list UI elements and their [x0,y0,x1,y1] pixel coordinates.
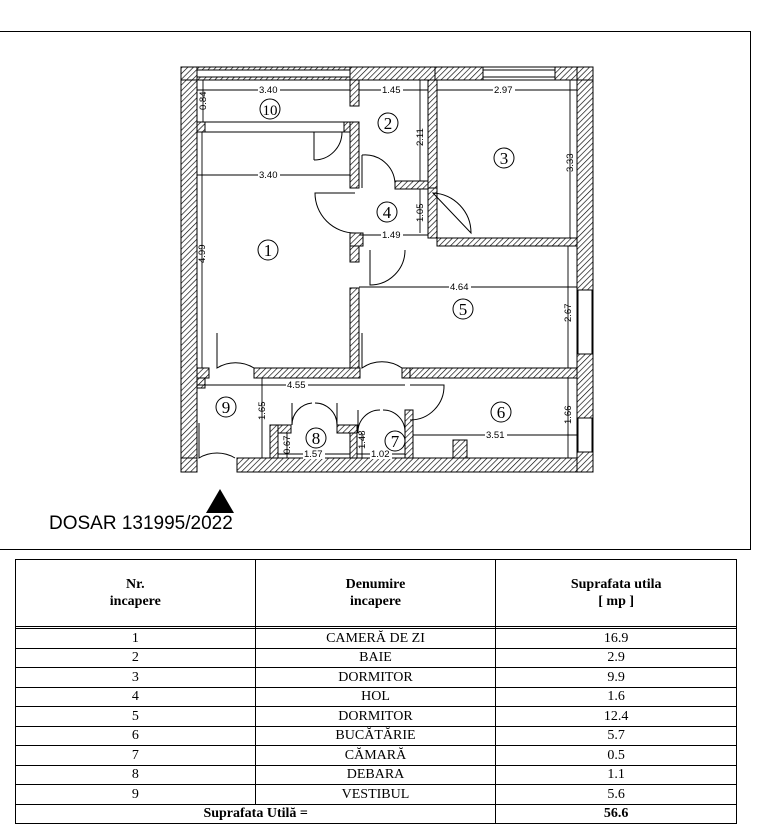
dim-label: 2.97 [494,85,513,96]
table-row: 7 CĂMARĂ 0.5 [16,746,737,766]
total-label: Suprafata Utilă = [16,804,496,824]
dim-label: 4.64 [450,282,469,293]
dim-label: 3.33 [565,153,576,172]
dim-label: 2.67 [563,303,574,322]
dim-label: 1.65 [257,401,268,420]
dim-label: 0.67 [282,435,293,454]
table-row: 3 DORMITOR 9.9 [16,668,737,688]
table-header-row [16,560,737,627]
dim-label: 1.45 [382,85,401,96]
dim-label: 2.11 [415,128,426,146]
dim-label: 1.57 [304,449,323,460]
table-row: 2 BAIE 2.9 [16,648,737,668]
room-number: 6 [496,403,506,422]
dim-label: 1.02 [371,449,390,460]
dim-label: 3.51 [486,430,505,441]
room-numbers [216,99,514,451]
dim-label: 0.84 [198,91,209,110]
room-number: 3 [499,149,509,168]
dosar-label: DOSAR 131995/2022 [49,513,233,534]
dimension-labels [197,85,576,460]
dim-label: 4.99 [197,244,208,263]
room-number: 10 [262,103,278,119]
room-number: 1 [263,241,273,260]
dim-label: 3.40 [259,170,278,181]
dim-label: 1.05 [415,203,426,222]
room-number: 2 [383,114,393,133]
interior-walls [197,80,577,458]
dim-label: 3.40 [259,85,278,96]
table-row: 5 DORMITOR 12.4 [16,707,737,727]
room-number: 9 [221,398,231,417]
table-row: 6 BUCĂTĂRIE 5.7 [16,726,737,746]
table-row: 9 VESTIBUL 5.6 [16,785,737,805]
dimension-lines [197,80,577,458]
entrance-arrow-icon [206,489,234,513]
header-name: Denumire incapere [255,560,496,627]
dim-label: 1.49 [382,230,401,241]
room-number: 8 [311,429,321,448]
table-row: 1 CAMERĂ DE ZI 16.9 [16,629,737,649]
dim-label: 1.48 [357,430,368,449]
total-value: 56.6 [496,804,737,824]
table-row: 8 DEBARA 1.1 [16,765,737,785]
areas-table [15,559,737,824]
total-row [16,804,737,824]
header-area: Suprafata utila [ mp ] [496,560,737,627]
dim-label: 4.55 [287,380,306,391]
room-number: 5 [458,300,468,319]
room-number: 7 [390,432,400,451]
table-row: 4 HOL 1.6 [16,687,737,707]
room-number: 4 [382,203,392,222]
header-nr: Nr. incapere [16,560,256,627]
dim-label: 1.66 [563,405,574,424]
